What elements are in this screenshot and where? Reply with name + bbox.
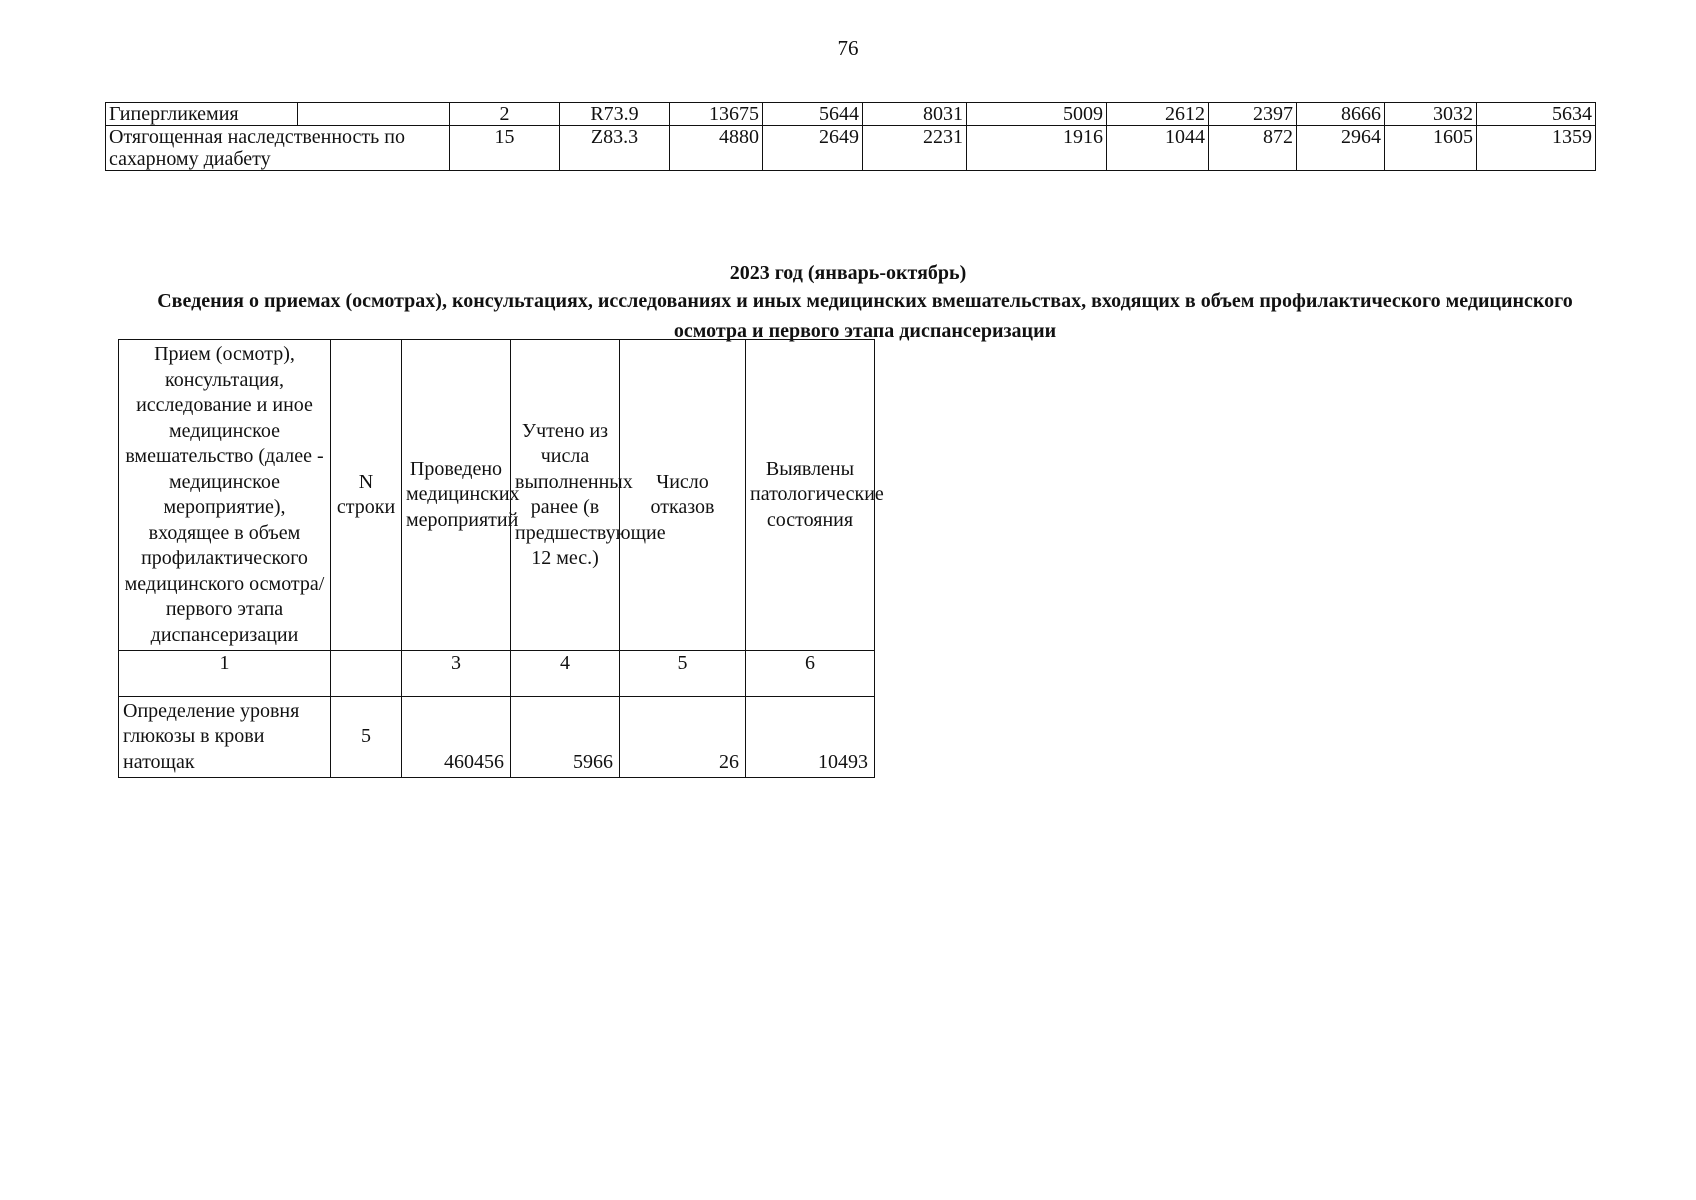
row-name: Отягощенная наследственность по сахарному диабету: [106, 126, 450, 171]
value-cell: 2964: [1297, 126, 1385, 171]
value-cell: 8031: [863, 103, 967, 126]
value-cell: 3032: [1385, 103, 1477, 126]
value-cell: 872: [1209, 126, 1297, 171]
value-cell: 2612: [1107, 103, 1209, 126]
column-number: 6: [746, 651, 875, 697]
column-number: 5: [620, 651, 746, 697]
column-number: [331, 651, 402, 697]
header-counted-earlier: Учтено из числа выполненных ранее (в предшествующие 12 мес.): [511, 340, 620, 651]
value-cell: 1605: [1385, 126, 1477, 171]
conducted-value: 460456: [402, 697, 511, 778]
header-line-number: N строки: [331, 340, 402, 651]
diagnosis-code: R73.9: [560, 103, 670, 126]
value-cell: 2649: [763, 126, 863, 171]
empty-cell: [298, 103, 450, 126]
page-number: 76: [837, 36, 859, 60]
column-number: 1: [119, 651, 331, 697]
table-row: [106, 103, 1596, 126]
row-name: Гипергликемия: [106, 103, 298, 126]
line-number: 2: [450, 103, 560, 126]
pathologies-value: 10493: [746, 697, 875, 778]
table-row: [106, 126, 1596, 171]
value-cell: 5009: [967, 103, 1107, 126]
line-number: 5: [331, 697, 402, 778]
section-year-heading: 2023 год (январь-октябрь): [729, 262, 967, 284]
header-conducted: Проведено медицинских мероприятий: [402, 340, 511, 651]
value-cell: 5644: [763, 103, 863, 126]
value-cell: 1044: [1107, 126, 1209, 171]
value-cell: 8666: [1297, 103, 1385, 126]
measure-name: Определение уровня глюкозы в крови натощак: [119, 697, 331, 778]
column-number: 3: [402, 651, 511, 697]
table-header-row: [119, 340, 875, 651]
refusals-value: 26: [620, 697, 746, 778]
value-cell: 1359: [1477, 126, 1596, 171]
value-cell: 1916: [967, 126, 1107, 171]
main-table: [118, 339, 884, 778]
value-cell: 2231: [863, 126, 967, 171]
header-measure: Прием (осмотр), консультация, исследование и иное медицинское вмешательство (далее - медицинское мероприятие), входящее в объем профилактического медицинского осмотра/ первого этапа диспансеризации: [119, 340, 331, 651]
header-pathologies: Выявлены патологические состояния: [746, 340, 875, 651]
table-row: [119, 697, 875, 778]
line-number: 15: [450, 126, 560, 171]
value-cell: 2397: [1209, 103, 1297, 126]
top-table: [105, 102, 1596, 171]
counted-earlier-value: 5966: [511, 697, 620, 778]
value-cell: 5634: [1477, 103, 1596, 126]
value-cell: 13675: [670, 103, 763, 126]
column-number: 4: [511, 651, 620, 697]
section-title: Сведения о приемах (осмотрах), консультациях, исследованиях и иных медицинских вмешательствах, входящих в объем профилактического медицинского осмотра и первого этапа диспансеризации: [157, 290, 1573, 342]
header-refusals: Число отказов: [620, 340, 746, 651]
value-cell: 4880: [670, 126, 763, 171]
diagnosis-code: Z83.3: [560, 126, 670, 171]
column-number-row: [119, 651, 875, 697]
